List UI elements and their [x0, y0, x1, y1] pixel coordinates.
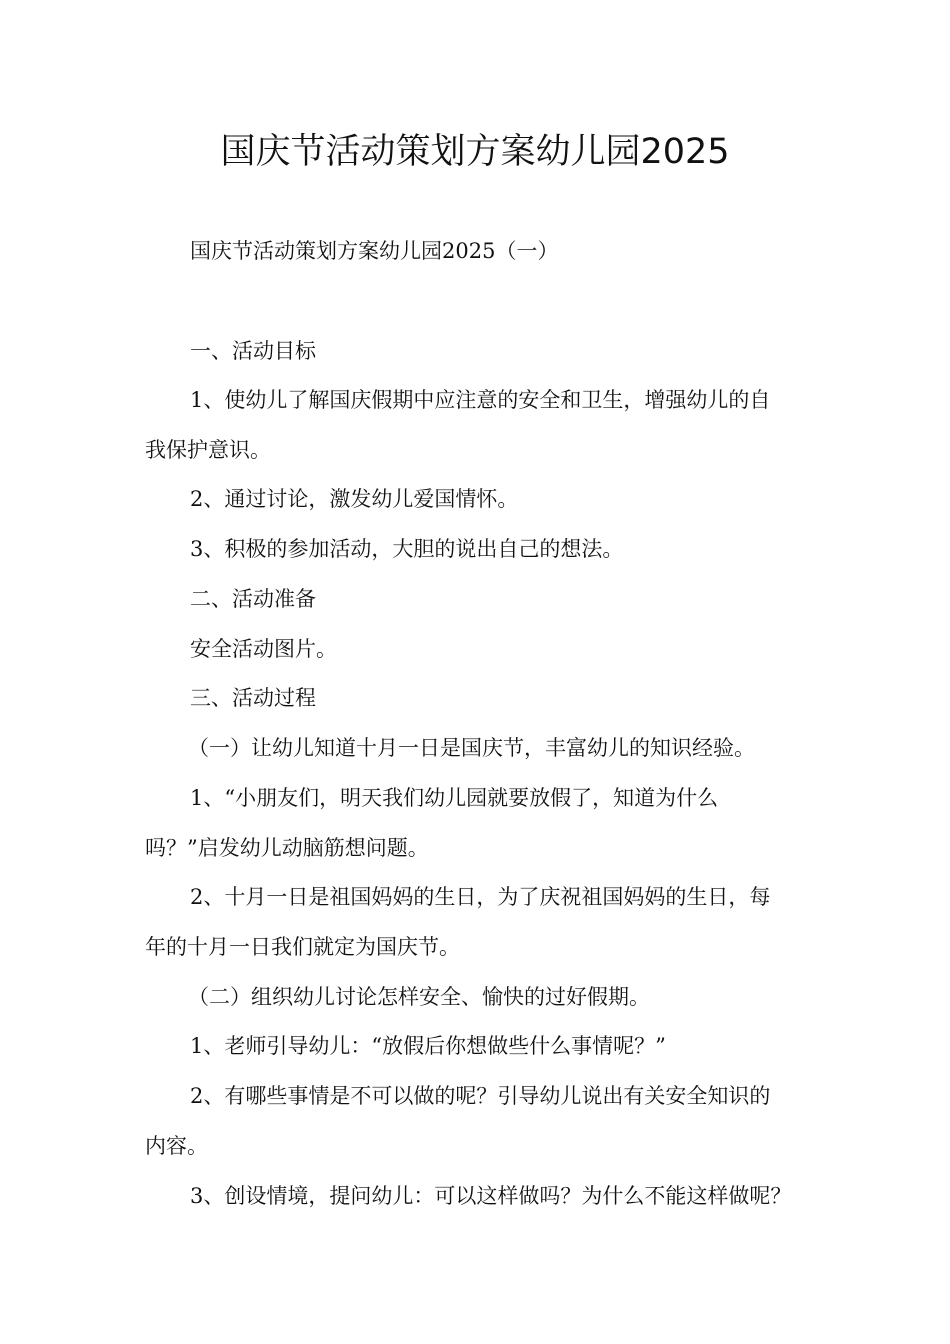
section-heading-preparation: 二、活动准备: [190, 587, 316, 611]
paragraph-line: 1、老师引导幼儿：“放假后你想做些什么事情呢？”: [190, 1034, 666, 1058]
subsection-heading: （一）让幼儿知道十月一日是国庆节，丰富幼儿的知识经验。: [188, 736, 755, 760]
document-subtitle: 国庆节活动策划方案幼儿园2025（一）: [190, 239, 559, 263]
paragraph-line: 1、“小朋友们，明天我们幼儿园就要放假了，知道为什么: [190, 786, 719, 810]
paragraph-line: 2、十月一日是祖国妈妈的生日，为了庆祝祖国妈妈的生日，每: [190, 885, 771, 909]
section-heading-goals: 一、活动目标: [190, 339, 316, 363]
paragraph-line: 我保护意识。: [145, 438, 271, 462]
paragraph-line: 3、积极的参加活动，大胆的说出自己的想法。: [190, 537, 624, 561]
paragraph-line: 吗？”启发幼儿动脑筋想问题。: [145, 836, 429, 860]
section-heading-process: 三、活动过程: [190, 686, 316, 710]
paragraph-line: 年的十月一日我们就定为国庆节。: [145, 935, 460, 959]
paragraph-line: 2、有哪些事情是不可以做的呢？引导幼儿说出有关安全知识的: [190, 1084, 771, 1108]
document-title: 国庆节活动策划方案幼儿园2025: [220, 132, 730, 172]
paragraph-line: 内容。: [145, 1134, 208, 1158]
subsection-heading: （二）组织幼儿讨论怎样安全、愉快的过好假期。: [188, 985, 650, 1009]
paragraph-line: 2、通过讨论，激发幼儿爱国情怀。: [190, 487, 519, 511]
paragraph-line: 3、创设情境，提问幼儿：可以这样做吗？为什么不能这样做呢？: [190, 1184, 792, 1208]
paragraph-line: 1、使幼儿了解国庆假期中应注意的安全和卫生，增强幼儿的自: [190, 388, 771, 412]
paragraph-line: 安全活动图片。: [190, 637, 337, 661]
